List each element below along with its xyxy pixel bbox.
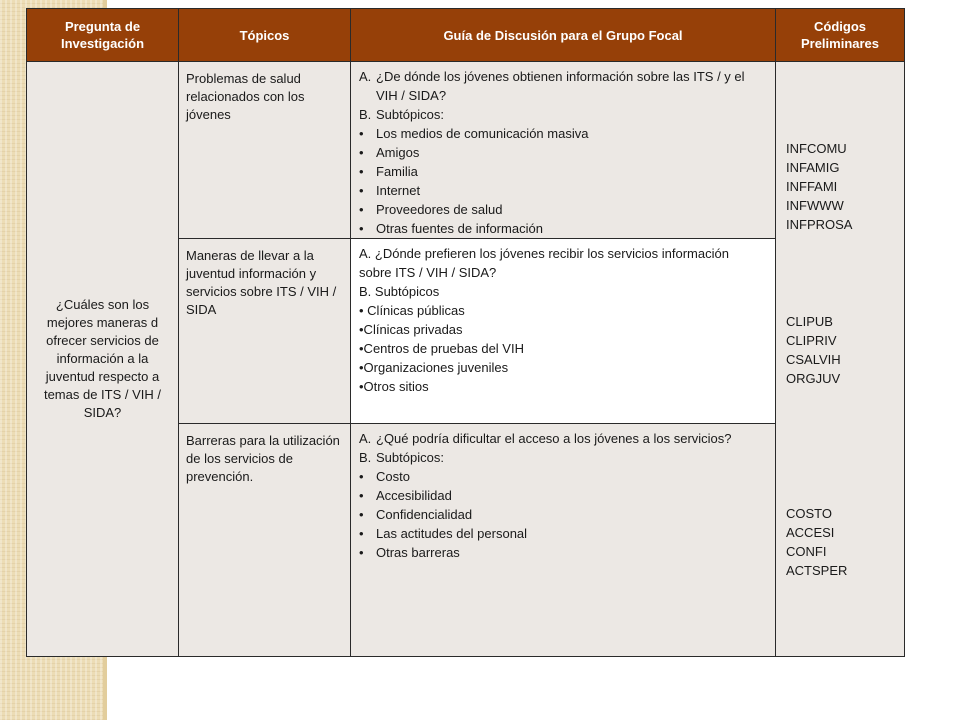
list-item-text: Otras barreras [376, 545, 460, 560]
bullet-mark: • [359, 164, 364, 179]
list-item [359, 200, 765, 219]
list-item-text: Los medios de comunicación masiva [376, 126, 589, 141]
focus-group-table [26, 8, 905, 657]
list-item: •Otros sitios [359, 379, 429, 394]
bullet-mark: • [359, 507, 364, 522]
list-item [359, 524, 765, 543]
code-item: CSALVIH [786, 351, 841, 367]
guide-subtopics-letter: B. [359, 450, 372, 465]
list-item-text: Amigos [376, 145, 420, 160]
list-item [359, 219, 765, 238]
list-item-text: Costo [376, 469, 410, 484]
code-item: INFCOMU [786, 140, 847, 156]
code-group-service-sites [786, 312, 896, 388]
bullet-list [359, 124, 765, 238]
guide-question-text: ¿De dónde los jóvenes obtienen información sobre las ITS / y el VIH / SIDA? [376, 69, 745, 103]
guide-question-letter: A. [359, 431, 372, 446]
list-item-text: Otras fuentes de información [376, 221, 543, 236]
topic-cell [179, 62, 351, 239]
guide-question [359, 429, 765, 448]
code-item: COSTO [786, 505, 832, 521]
bullet-mark: • [359, 126, 364, 141]
list-item [359, 143, 765, 162]
header-discussion-guide: Guía de Discusión para el Grupo Focal [351, 9, 776, 62]
list-item: • Clínicas públicas [359, 303, 465, 318]
guide-cell [351, 239, 776, 424]
guide-subtopics-letter: B. [359, 107, 372, 122]
topic-text: Problemas de salud relacionados con los jóvenes [186, 71, 305, 122]
table-row [27, 62, 905, 239]
list-item [359, 486, 765, 505]
guide-subtopics [359, 105, 765, 124]
code-item: INFFAMI [786, 178, 838, 194]
topic-cell [179, 239, 351, 424]
guide-question-text: A. ¿Dónde prefieren los jóvenes recibir los servicios información sobre ITS / VIH / SIDA? [359, 246, 729, 280]
guide-subtopics-label: Subtópicos: [376, 107, 444, 122]
bullet-mark: • [359, 545, 364, 560]
list-item [359, 543, 765, 562]
list-item-text: Accesibilidad [376, 488, 452, 503]
code-item: CLIPUB [786, 313, 833, 329]
code-item: ACTSPER [786, 562, 848, 578]
guide-cell [351, 424, 776, 657]
list-item: •Organizaciones juveniles [359, 360, 509, 375]
topic-text: Barreras para la utilización de los servicios de prevención. [186, 433, 340, 484]
code-group-barriers [786, 504, 896, 580]
codes-cell [776, 62, 905, 657]
bullet-mark: • [359, 488, 364, 503]
bullet-mark: • [359, 469, 364, 484]
research-question-text: ¿Cuáles son los mejores maneras d ofrecer servicios de información a la juventud respecto a temas de ITS / VIH / SIDA? [43, 297, 162, 420]
code-item: CONFI [786, 543, 827, 559]
list-item: •Centros de pruebas del VIH [359, 341, 524, 356]
guide-subtopics [359, 448, 765, 467]
guide-question-letter: A. [359, 69, 372, 84]
code-item: ACCESI [786, 524, 835, 540]
bullet-list [359, 467, 765, 562]
header-topics: Tópicos [179, 9, 351, 62]
list-item-text: Las actitudes del personal [376, 526, 528, 541]
guide-question-text: ¿Qué podría dificultar el acceso a los jóvenes a los servicios? [376, 431, 732, 446]
list-item [359, 162, 765, 181]
topic-cell [179, 424, 351, 657]
bullet-mark: • [359, 526, 364, 541]
list-item: •Clínicas privadas [359, 322, 463, 337]
header-preliminary-codes: Códigos Preliminares [776, 9, 905, 62]
list-item-text: Internet [376, 183, 421, 198]
code-item: INFWWW [786, 197, 844, 213]
guide-subtopics-label: Subtópicos: [376, 450, 444, 465]
code-group-information-sources [786, 139, 896, 234]
bullet-mark: • [359, 145, 364, 160]
list-item [359, 505, 765, 524]
code-item: CLIPRIV [786, 332, 837, 348]
guide-cell [351, 62, 776, 239]
bullet-mark: • [359, 221, 364, 236]
list-item-text: Proveedores de salud [376, 202, 503, 217]
code-item: INFPROSA [786, 216, 853, 232]
list-item-text: Confidencialidad [376, 507, 473, 522]
code-item: INFAMIG [786, 159, 840, 175]
guide-question [359, 67, 765, 105]
research-question-cell [27, 62, 179, 657]
list-item [359, 181, 765, 200]
guide-subtopics-label: B. Subtópicos [359, 284, 440, 299]
bullet-mark: • [359, 183, 364, 198]
list-item [359, 124, 765, 143]
bullet-mark: • [359, 202, 364, 217]
header-research-question: Pregunta de Investigación [27, 9, 179, 62]
code-item: ORGJUV [786, 370, 841, 386]
topic-text: Maneras de llevar a la juventud información y servicios sobre ITS / VIH / SIDA [186, 248, 337, 317]
list-item-text: Familia [376, 164, 418, 179]
list-item [359, 467, 765, 486]
header-row [27, 9, 905, 62]
